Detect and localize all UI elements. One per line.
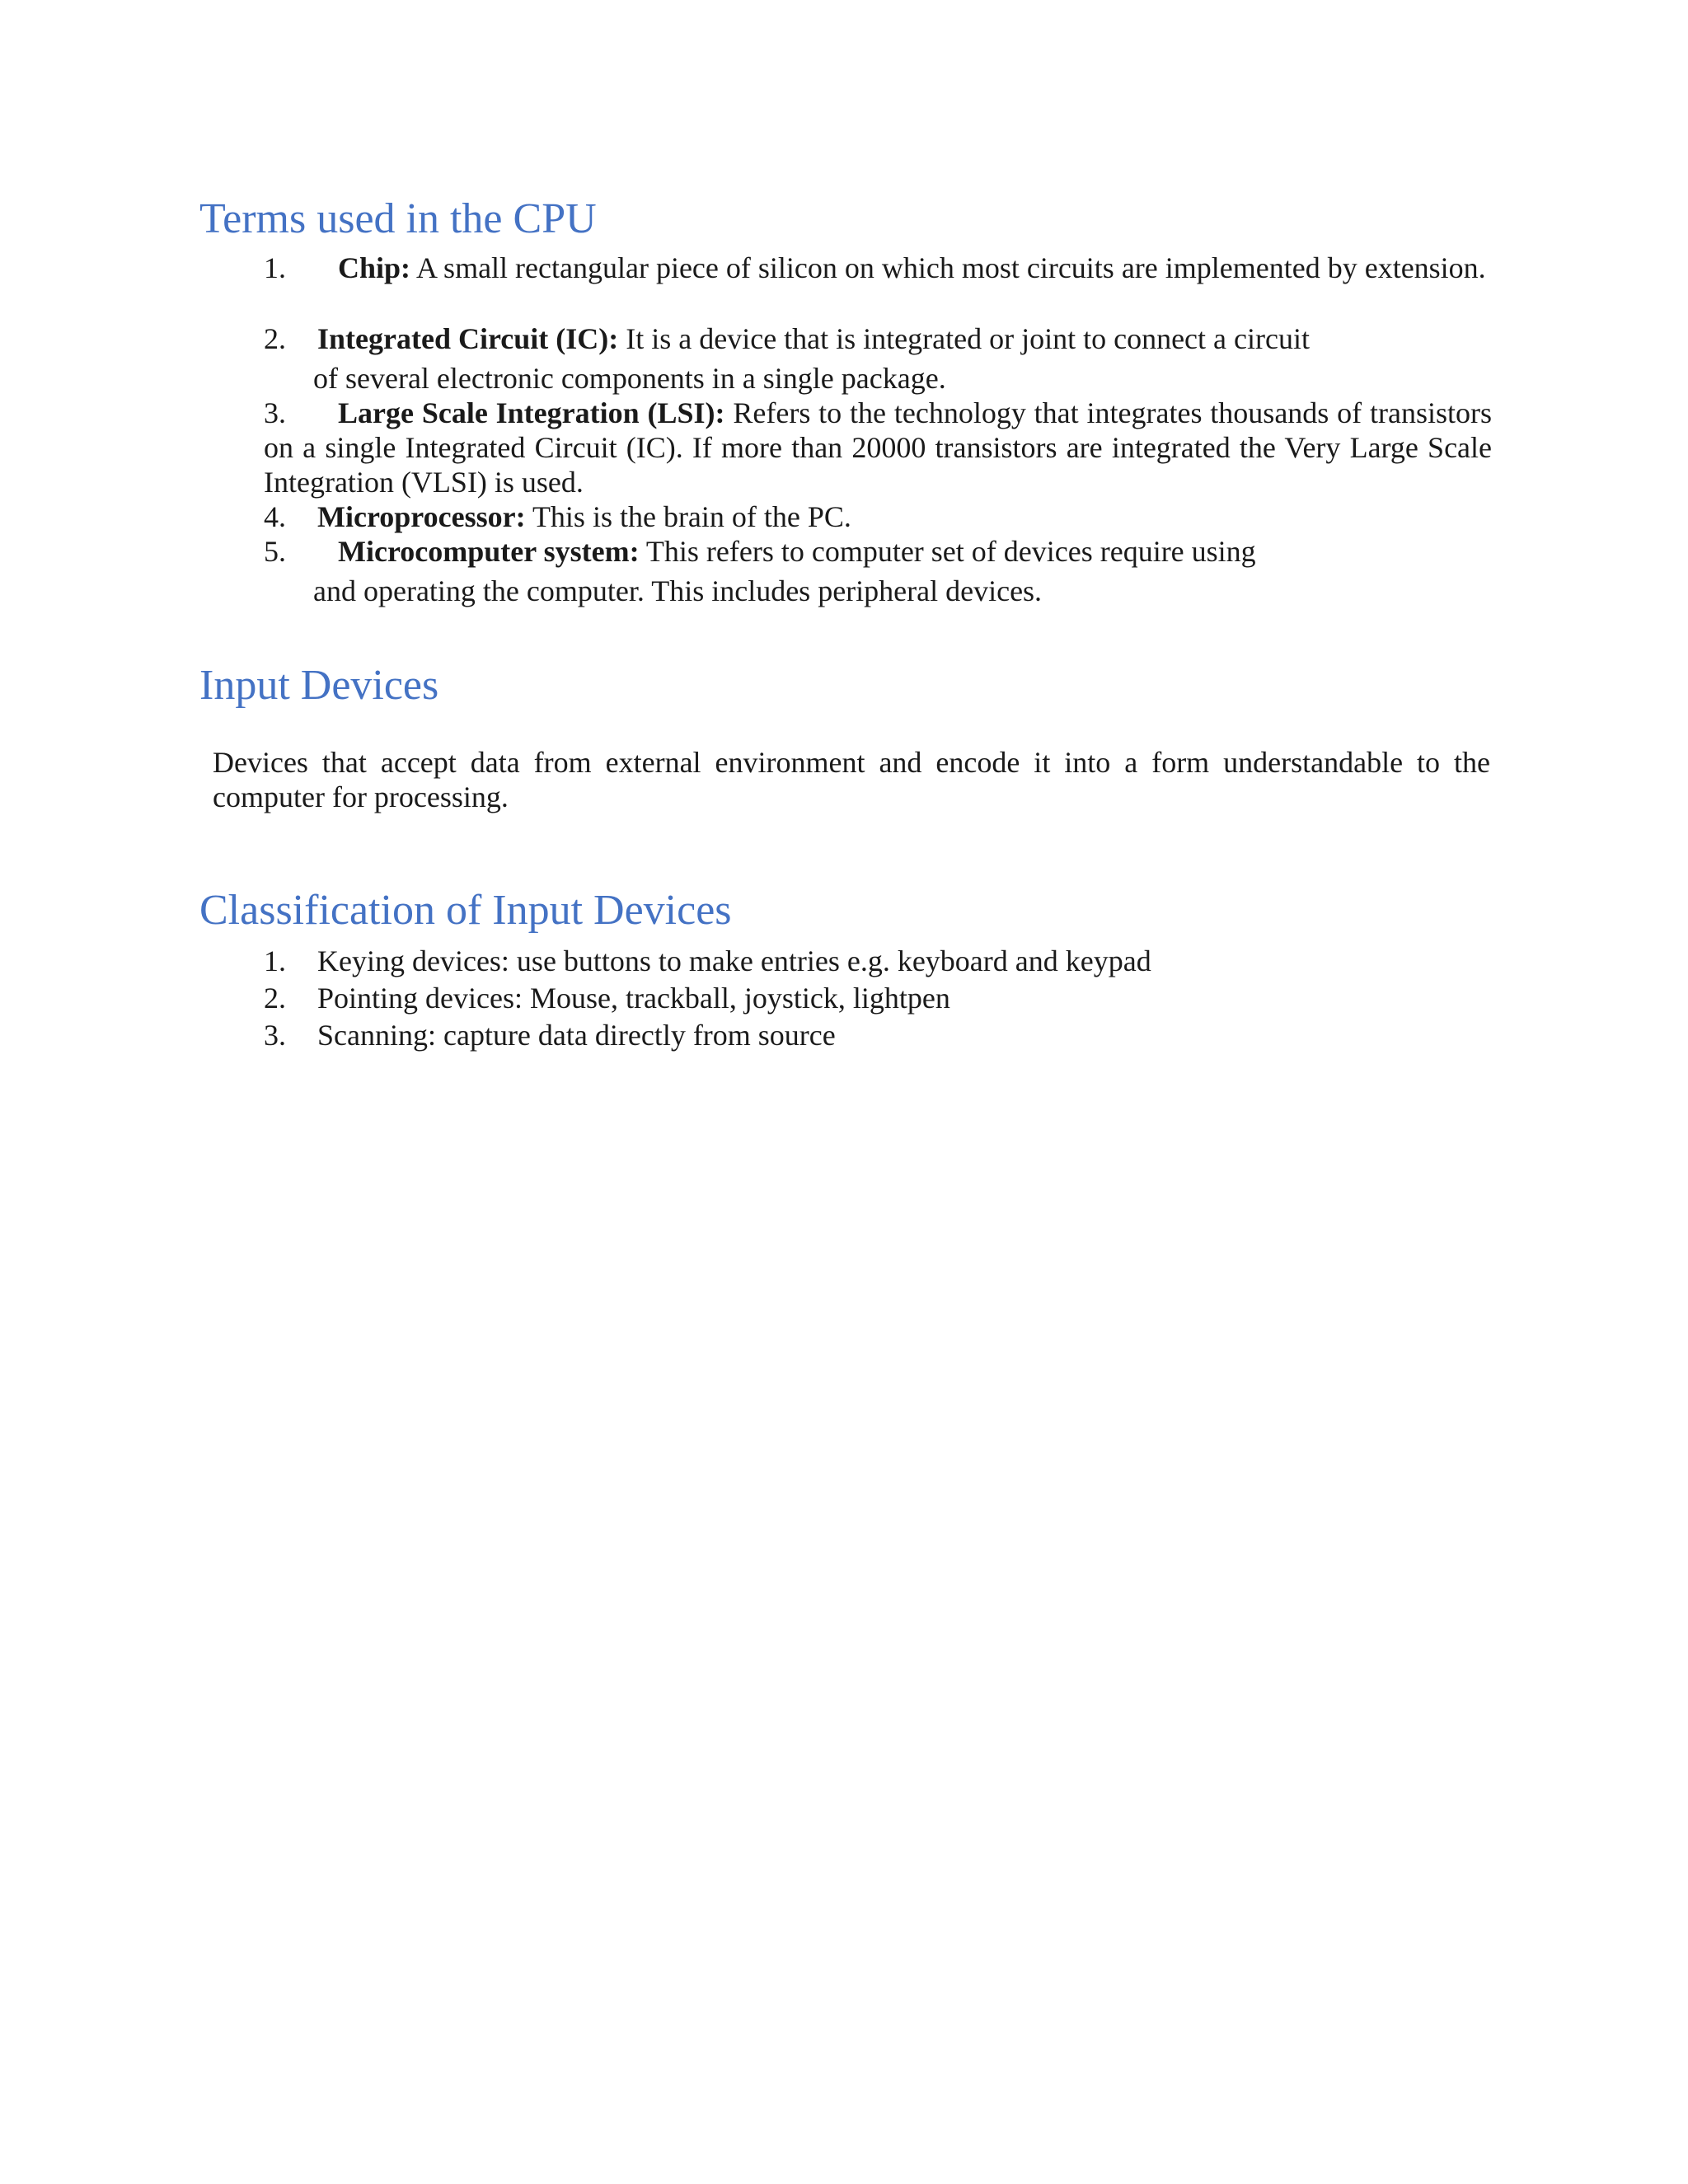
item-number: 1. <box>264 944 286 977</box>
item-text: Keying devices: use buttons to make entries e.g. keyboard and keypad <box>317 944 1151 977</box>
item-text: This is the brain of the PC. <box>525 500 851 533</box>
section-heading-classification: Classification of Input Devices <box>199 887 732 934</box>
item-number: 4. <box>264 500 286 533</box>
list-item <box>264 251 1492 285</box>
list-item <box>264 944 1151 978</box>
item-term: Chip: <box>338 251 411 284</box>
section-heading-cpu-terms: Terms used in the CPU <box>199 195 597 242</box>
item-text: This refers to computer set of devices require using <box>639 535 1256 568</box>
item-number: 2. <box>264 322 286 355</box>
item-text: It is a device that is integrated or joint to connect a circuit <box>618 322 1310 355</box>
item-term: Large Scale Integration (LSI): <box>338 396 725 429</box>
item-number: 3. <box>264 396 286 429</box>
item-text: A small rectangular piece of silicon on which most circuits are implemented by extension. <box>410 251 1486 284</box>
item-term: Microcomputer system: <box>338 535 640 568</box>
input-devices-paragraph: Devices that accept data from external environment and encode it into a form understandable to the computer for processing. <box>213 746 1490 813</box>
item-number: 2. <box>264 982 286 1015</box>
item-continuation: and operating the computer. This includes peripheral devices. <box>313 574 1043 607</box>
item-continuation: of several electronic components in a single package. <box>313 362 946 395</box>
item-number: 1. <box>264 251 286 284</box>
item-text: Scanning: capture data directly from source <box>317 1019 836 1052</box>
list-item <box>264 981 950 1015</box>
item-term: Microprocessor: <box>317 500 526 533</box>
list-item <box>264 534 1492 608</box>
item-number: 3. <box>264 1019 286 1052</box>
item-text: Pointing devices: Mouse, trackball, joystick, lightpen <box>317 982 950 1015</box>
list-item <box>264 499 1492 534</box>
list-item <box>264 321 1492 396</box>
item-term: Integrated Circuit (IC): <box>317 322 619 355</box>
item-number: 5. <box>264 535 286 568</box>
item-text: Refers to the technology that integrates thousands of transistors on a single Integrated Circuit (IC). If more than 20000 transistors are integrated the Very Large Scale Integration (VLSI) is used. <box>264 396 1492 499</box>
section-heading-input-devices: Input Devices <box>199 662 439 709</box>
list-item <box>264 396 1492 499</box>
list-item <box>264 1018 836 1052</box>
